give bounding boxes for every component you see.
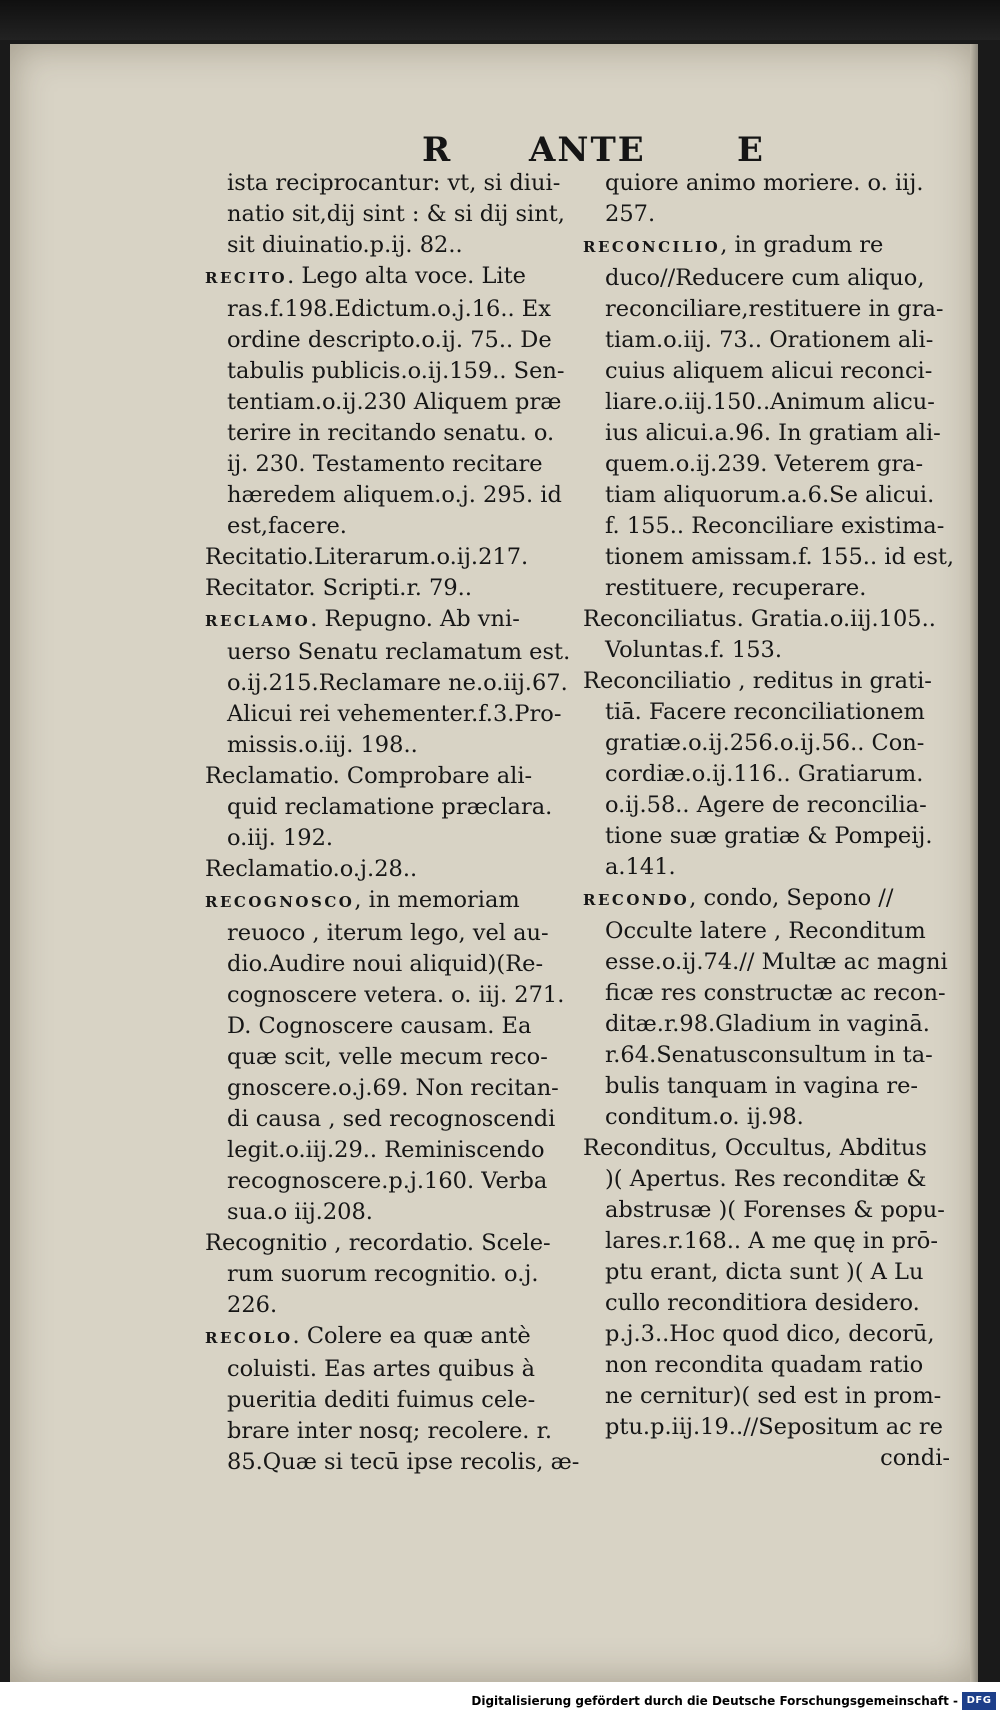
dictionary-entry-reclamatio-2 [205, 854, 573, 885]
text-line: di causa , sed recognoscendi [227, 1106, 556, 1132]
text-line: tabulis publicis.o.ij.159.. Sen- [227, 358, 565, 384]
text-line: )( Apertus. Res reconditæ & [605, 1166, 927, 1192]
lemma-line-rest: , in memoriam [354, 887, 520, 913]
text-line: ordine descripto.o.ij. 75.. De [227, 327, 552, 353]
text-line: 257. [605, 201, 656, 227]
text-line: quiore animo moriere. o. iij. [605, 170, 924, 196]
text-line: dio.Audire noui aliquid)(Re- [227, 951, 544, 977]
text-line [583, 883, 968, 916]
text-line: cuius aliquem alicui reconci- [605, 358, 933, 384]
text-line: restituere, recuperare. [605, 575, 867, 601]
dictionary-entry-continuation [583, 1164, 968, 1443]
text-line: ista reciprocantur: vt, si diui- [227, 170, 561, 196]
text-line: Alicui rei vehementer.f.3.Pro- [227, 701, 562, 727]
dictionary-entry-recognosco [205, 885, 573, 918]
text-line: ras.f.198.Edictum.o.j.16.. Ex [227, 296, 551, 322]
text-line: Recitatio.Literarum.o.ij.217. [205, 544, 529, 570]
text-line: Voluntas.f. 153. [605, 637, 782, 663]
dictionary-entry-continuation [205, 792, 573, 854]
text-line: sua.o iij.208. [227, 1199, 373, 1225]
text-line: 226. [227, 1292, 278, 1318]
left-column [205, 168, 580, 1478]
right-column [583, 168, 968, 1474]
text-line: quæ scit, velle mecum reco- [227, 1044, 548, 1070]
text-line: tione suæ gratiæ & Pompeij. [605, 823, 933, 849]
text-line: missis.o.iij. 198.. [227, 732, 418, 758]
text-line [205, 1321, 573, 1354]
dictionary-entry-continuation [205, 294, 573, 542]
text-line: ptu.p.iij.19..//Sepositum ac re [605, 1414, 943, 1440]
text-line: r.64.Senatusconsultum in ta- [605, 1042, 933, 1068]
text-line: f. 155.. Reconciliare existima- [605, 513, 945, 539]
text-line: esse.o.ij.74.// Multæ ac magni [605, 949, 948, 975]
funding-credit: Digitalisierung gefördert durch die Deutsche Forschungsgemeinschaft - [471, 1694, 958, 1708]
text-line: ne cernitur)( sed est in prom- [605, 1383, 942, 1409]
text-line: duco//Reducere cum aliquo, [605, 265, 925, 291]
text-line: liare.o.iij.150..Animum alicu- [605, 389, 935, 415]
dictionary-entry-reconditus [583, 1133, 968, 1164]
text-line: gnoscere.o.j.69. Non recitan- [227, 1075, 559, 1101]
running-head-left: R [422, 130, 453, 170]
lemma-label: RECLAMO [205, 612, 311, 630]
text-line: conditum.o. ij.98. [605, 1104, 804, 1130]
dfg-logo-icon: DFG [962, 1692, 996, 1710]
dictionary-entry-recognitio [205, 1228, 573, 1259]
dictionary-entry-continuation [583, 635, 968, 666]
text-line: brare inter nosq; recolere. r. [227, 1418, 553, 1444]
lemma-label: RECITO [205, 269, 288, 287]
dictionary-entry-continuation [205, 1259, 573, 1321]
dictionary-entry-recitator [205, 573, 573, 604]
text-line: Recitator. Scripti.r. 79.. [205, 575, 472, 601]
dictionary-entry-recitatio [205, 542, 573, 573]
dictionary-entry-continuation [583, 263, 968, 604]
text-line: uerso Senatu reclamatum est. [227, 639, 571, 665]
text-line: natio sit,dij sint : & si dij sint, [227, 201, 565, 227]
text-line: Reclamatio.o.j.28.. [205, 856, 418, 882]
text-line: coluisti. Eas artes quibus à [227, 1356, 535, 1382]
text-line: bulis tanquam in vagina re- [605, 1073, 919, 1099]
text-line: sit diuinatio.p.ij. 82.. [227, 232, 463, 258]
text-line: ficæ res constructæ ac recon- [605, 980, 946, 1006]
text-line: tionem amissam.f. 155.. id est, [605, 544, 955, 570]
text-line: quid reclamatione præclara. [227, 794, 553, 820]
text-line: cordiæ.o.ij.116.. Gratiarum. [605, 761, 924, 787]
text-line: Reclamatio. Comprobare ali- [205, 763, 533, 789]
text-line: lares.r.168.. A me quę in prō- [605, 1228, 938, 1254]
lemma-label: RECONDO [583, 891, 690, 909]
text-line: hæredem aliquem.o.j. 295. id [227, 482, 562, 508]
lemma-line-rest: , condo, Sepono // [689, 885, 894, 911]
text-line: Reconciliatus. Gratia.o.iij.105.. [583, 606, 936, 632]
text-line: tentiam.o.ij.230 Aliquem præ [227, 389, 562, 415]
dictionary-entry-reconciliatio [583, 666, 968, 697]
text-line: o.ij.215.Reclamare ne.o.iij.67. [227, 670, 568, 696]
dictionary-entry-reclamatio [205, 761, 573, 792]
text-line: rum suorum recognitio. o.j. [227, 1261, 539, 1287]
text-line: o.ij.58.. Agere de reconcilia- [605, 792, 927, 818]
running-head [10, 130, 978, 170]
dictionary-entry-recolo [205, 1321, 573, 1354]
text-line: abstrusæ )( Forenses & popu- [605, 1197, 945, 1223]
text-line [583, 230, 968, 263]
text-line: reuoco , iterum lego, vel au- [227, 920, 549, 946]
text-line: tiā. Facere reconciliationem [605, 699, 925, 725]
text-line: a.141. [605, 854, 676, 880]
text-line: cullo reconditiora desidero. [605, 1290, 920, 1316]
text-line: legit.o.iij.29.. Reminiscendo [227, 1137, 545, 1163]
lemma-line-rest: . Repugno. Ab vni- [310, 606, 520, 632]
lemma-label: RECOLO [205, 1329, 293, 1347]
text-line: quem.o.ij.239. Veterem gra- [605, 451, 924, 477]
dictionary-entry-continuation [205, 1354, 580, 1478]
lemma-label: RECOGNOSCO [205, 893, 355, 911]
text-line: ij. 230. Testamento recitare [227, 451, 543, 477]
dictionary-entry-continuation [583, 916, 968, 1133]
text-line: recognoscere.p.j.160. Verba [227, 1168, 548, 1194]
text-line: est,facere. [227, 513, 347, 539]
text-line: reconciliare,restituere in gra- [605, 296, 944, 322]
book-page [10, 44, 978, 1682]
text-line: p.j.3..Hoc quod dico, decorū, [605, 1321, 935, 1347]
text-line: ius alicui.a.96. In gratiam ali- [605, 420, 941, 446]
text-line [205, 604, 573, 637]
text-line: tiam.o.iij. 73.. Orationem ali- [605, 327, 934, 353]
text-line: Reconciliatio , reditus in grati- [583, 668, 932, 694]
text-line: 85.Quæ si tecū ipse recolis, æ- [227, 1449, 580, 1475]
dictionary-entry [205, 168, 573, 261]
text-line: gratiæ.o.ij.256.o.ij.56.. Con- [605, 730, 925, 756]
text-line: cognoscere vetera. o. iij. 271. [227, 982, 565, 1008]
dictionary-entry-recito [205, 261, 573, 294]
dictionary-entry-reconcilio [583, 230, 968, 263]
dictionary-entry-continuation [205, 918, 573, 1228]
dictionary-entry-recondo [583, 883, 968, 916]
text-line [205, 885, 573, 918]
text-line: ptu erant, dicta sunt )( A Lu [605, 1259, 924, 1285]
text-line: ditæ.r.98.Gladium in vaginā. [605, 1011, 930, 1037]
lemma-line-rest: , in gradum re [720, 232, 884, 258]
text-line: Reconditus, Occultus, Abditus [583, 1135, 927, 1161]
lemma-line-rest: . Colere ea quæ antè [292, 1323, 531, 1349]
text-line: pueritia dediti fuimus cele- [227, 1387, 536, 1413]
text-line [205, 261, 573, 294]
text-line: D. Cognoscere causam. Ea [227, 1013, 532, 1039]
dictionary-entry-continuation [583, 168, 968, 230]
running-head-right: E [737, 130, 765, 170]
text-line: Recognitio , recordatio. Scele- [205, 1230, 551, 1256]
text-line: terire in recitando senatu. o. [227, 420, 555, 446]
lemma-line-rest: . Lego alta voce. Lite [287, 263, 526, 289]
dictionary-entry-continuation [583, 697, 968, 883]
dictionary-entry-reclamo [205, 604, 573, 637]
text-line: o.iij. 192. [227, 825, 334, 851]
running-head-center: ANTE [529, 130, 646, 170]
page-edge [970, 44, 978, 1682]
dictionary-entry-reconciliatus [583, 604, 968, 635]
lemma-label: RECONCILIO [583, 238, 721, 256]
text-line: tiam aliquorum.a.6.Se alicui. [605, 482, 935, 508]
digitization-footer [0, 1682, 1000, 1716]
text-line: Occulte latere , Reconditum [605, 918, 926, 944]
catchword: condi- [880, 1445, 950, 1471]
dictionary-entry-continuation [205, 637, 573, 761]
text-line: non recondita quadam ratio [605, 1352, 924, 1378]
